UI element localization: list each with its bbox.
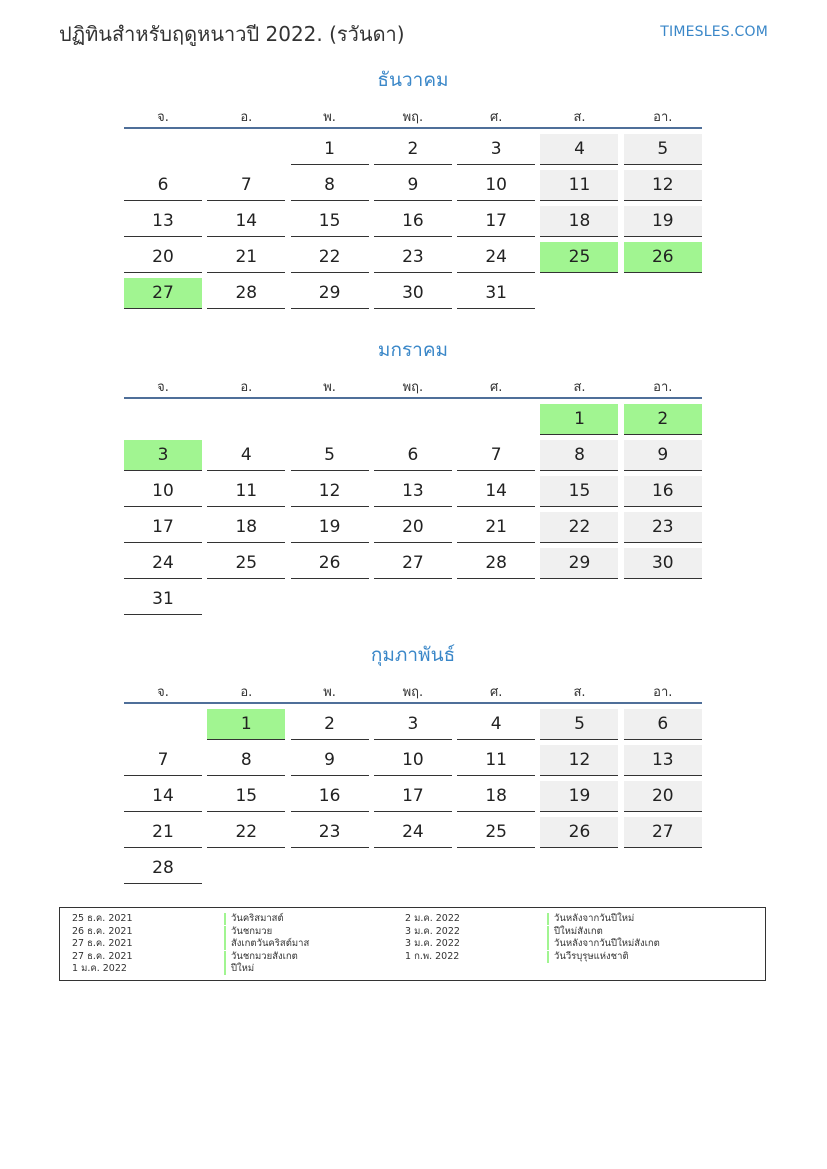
day-cell[interactable]: 26 xyxy=(540,817,618,848)
day-cell-holiday[interactable]: 1 xyxy=(540,404,618,435)
day-cell[interactable]: 7 xyxy=(124,745,202,776)
legend-date: 3 ม.ค. 2022 xyxy=(405,925,460,937)
day-cell[interactable]: 30 xyxy=(374,278,452,309)
day-cell[interactable]: 13 xyxy=(124,206,202,237)
day-cell[interactable]: 5 xyxy=(291,440,369,471)
day-cell[interactable]: 28 xyxy=(457,548,535,579)
day-cell[interactable]: 7 xyxy=(457,440,535,471)
day-cell[interactable]: 21 xyxy=(124,817,202,848)
weekday-label: พฤ. xyxy=(402,110,424,125)
day-cell[interactable]: 14 xyxy=(457,476,535,507)
day-cell[interactable]: 14 xyxy=(124,781,202,812)
empty-cell xyxy=(457,404,535,434)
day-cell[interactable]: 11 xyxy=(540,170,618,201)
weekday-label: พฤ. xyxy=(402,380,424,395)
day-cell-holiday[interactable]: 1 xyxy=(207,709,285,740)
day-cell[interactable]: 6 xyxy=(124,170,202,201)
legend-holiday-name: ปีใหม่สังเกต xyxy=(547,926,603,938)
day-cell[interactable]: 11 xyxy=(207,476,285,507)
day-cell[interactable]: 25 xyxy=(457,817,535,848)
day-cell[interactable]: 12 xyxy=(624,170,702,201)
legend-date: 1 ม.ค. 2022 xyxy=(72,963,127,974)
legend-holiday-name: วันชกมวย xyxy=(224,926,272,938)
day-cell[interactable]: 16 xyxy=(374,206,452,237)
day-cell[interactable]: 30 xyxy=(624,548,702,579)
day-cell[interactable]: 24 xyxy=(124,548,202,579)
day-cell[interactable]: 21 xyxy=(457,512,535,543)
legend-date: 1 ก.พ. 2022 xyxy=(405,950,460,962)
empty-cell xyxy=(124,404,202,434)
day-grid xyxy=(124,404,702,615)
day-cell[interactable]: 22 xyxy=(207,817,285,848)
day-cell[interactable]: 31 xyxy=(124,584,202,615)
day-cell[interactable]: 29 xyxy=(540,548,618,579)
day-cell[interactable]: 8 xyxy=(540,440,618,471)
legend-holiday-name: วันหลังจากวันปีใหม่ xyxy=(547,913,634,925)
day-cell[interactable]: 19 xyxy=(540,781,618,812)
day-cell[interactable]: 16 xyxy=(291,781,369,812)
weekday-label: พ. xyxy=(323,110,336,125)
day-cell[interactable]: 17 xyxy=(457,206,535,237)
weekday-label: ศ. xyxy=(489,380,503,395)
day-cell[interactable]: 8 xyxy=(207,745,285,776)
day-cell[interactable]: 31 xyxy=(457,278,535,309)
day-cell[interactable]: 18 xyxy=(457,781,535,812)
day-grid xyxy=(124,134,702,309)
legend-holiday-name: วันหลังจากวันปีใหม่สังเกต xyxy=(547,938,660,950)
day-cell[interactable]: 19 xyxy=(624,206,702,237)
day-cell[interactable]: 3 xyxy=(374,709,452,740)
weekday-label: อา. xyxy=(653,110,673,125)
day-cell-holiday[interactable]: 3 xyxy=(124,440,202,471)
day-cell[interactable]: 22 xyxy=(540,512,618,543)
day-cell[interactable]: 6 xyxy=(374,440,452,471)
empty-cell xyxy=(124,134,202,164)
day-cell[interactable]: 12 xyxy=(291,476,369,507)
day-cell[interactable]: 7 xyxy=(207,170,285,201)
weekday-label: อ. xyxy=(240,110,253,125)
legend-date: 27 ธ.ค. 2021 xyxy=(72,950,133,962)
month-title: กุมภาพันธ์ xyxy=(370,644,456,666)
weekday-label: ศ. xyxy=(489,110,503,125)
weekday-label: อ. xyxy=(240,380,253,395)
day-cell[interactable]: 21 xyxy=(207,242,285,273)
day-cell-holiday[interactable]: 25 xyxy=(540,242,618,273)
weekday-label: ส. xyxy=(573,380,586,395)
day-cell[interactable]: 4 xyxy=(540,134,618,165)
weekday-label: ส. xyxy=(573,110,586,125)
day-grid xyxy=(124,709,702,884)
day-cell[interactable]: 27 xyxy=(374,548,452,579)
day-cell-holiday[interactable]: 26 xyxy=(624,242,702,273)
day-cell[interactable]: 22 xyxy=(291,242,369,273)
day-cell[interactable]: 13 xyxy=(374,476,452,507)
empty-cell xyxy=(291,404,369,434)
day-cell[interactable]: 29 xyxy=(291,278,369,309)
weekday-label: ศ. xyxy=(489,685,503,700)
day-cell[interactable]: 3 xyxy=(457,134,535,165)
weekday-label: พฤ. xyxy=(402,685,424,700)
weekday-label: อา. xyxy=(653,685,673,700)
weekday-header xyxy=(124,376,702,399)
day-cell[interactable]: 17 xyxy=(374,781,452,812)
weekday-label: จ. xyxy=(157,110,169,125)
day-cell[interactable]: 1 xyxy=(291,134,369,165)
day-cell[interactable]: 24 xyxy=(374,817,452,848)
legend-holiday-name: วันวีรบุรุษแห่งชาติ xyxy=(547,951,629,963)
day-cell[interactable]: 23 xyxy=(624,512,702,543)
empty-cell xyxy=(374,404,452,434)
weekday-label: อา. xyxy=(653,380,673,395)
day-cell-holiday[interactable]: 27 xyxy=(124,278,202,309)
day-cell[interactable]: 8 xyxy=(291,170,369,201)
day-cell[interactable]: 4 xyxy=(207,440,285,471)
legend-holiday-name: ปีใหม่ xyxy=(224,963,254,975)
day-cell[interactable]: 15 xyxy=(291,206,369,237)
day-cell-holiday[interactable]: 2 xyxy=(624,404,702,435)
day-cell[interactable]: 20 xyxy=(624,781,702,812)
day-cell[interactable]: 10 xyxy=(374,745,452,776)
legend-date: 25 ธ.ค. 2021 xyxy=(72,913,133,924)
day-cell[interactable]: 24 xyxy=(457,242,535,273)
day-cell[interactable]: 18 xyxy=(540,206,618,237)
day-cell[interactable]: 15 xyxy=(207,781,285,812)
weekday-label: พ. xyxy=(323,685,336,700)
weekday-label: พ. xyxy=(323,380,336,395)
day-cell[interactable]: 9 xyxy=(374,170,452,201)
weekday-header xyxy=(124,681,702,704)
day-cell[interactable]: 10 xyxy=(457,170,535,201)
day-cell[interactable]: 28 xyxy=(124,853,202,884)
page-title: ปฏิทินสำหรับฤดูหนาวปี 2022. (รวันดา) xyxy=(59,22,405,46)
month-february xyxy=(124,643,702,884)
day-cell[interactable]: 11 xyxy=(457,745,535,776)
empty-cell xyxy=(207,134,285,164)
empty-cell xyxy=(207,404,285,434)
month-january xyxy=(124,338,702,615)
day-cell[interactable]: 9 xyxy=(624,440,702,471)
month-title: ธันวาคม xyxy=(377,69,449,91)
month-title: มกราคม xyxy=(377,339,449,361)
day-cell[interactable]: 12 xyxy=(540,745,618,776)
day-cell[interactable]: 5 xyxy=(624,134,702,165)
legend-date: 27 ธ.ค. 2021 xyxy=(72,938,133,949)
weekday-label: ส. xyxy=(573,685,586,700)
day-cell[interactable]: 17 xyxy=(124,512,202,543)
weekday-label: จ. xyxy=(157,685,169,700)
day-cell[interactable]: 10 xyxy=(124,476,202,507)
day-cell[interactable]: 26 xyxy=(291,548,369,579)
day-cell[interactable]: 20 xyxy=(124,242,202,273)
day-cell[interactable]: 4 xyxy=(457,709,535,740)
day-cell[interactable]: 15 xyxy=(540,476,618,507)
day-cell[interactable]: 23 xyxy=(374,242,452,273)
day-cell[interactable]: 20 xyxy=(374,512,452,543)
day-cell[interactable]: 5 xyxy=(540,709,618,740)
day-cell[interactable]: 18 xyxy=(207,512,285,543)
legend-holiday-name: วันคริสมาสต์ xyxy=(224,913,284,925)
month-december xyxy=(124,68,702,309)
day-cell[interactable]: 25 xyxy=(207,548,285,579)
legend-date: 3 ม.ค. 2022 xyxy=(405,938,460,949)
brand-logo-text[interactable]: TIMESLES.COM xyxy=(660,24,768,40)
day-cell[interactable]: 19 xyxy=(291,512,369,543)
holiday-legend xyxy=(59,907,766,981)
day-cell[interactable]: 23 xyxy=(291,817,369,848)
legend-date: 26 ธ.ค. 2021 xyxy=(72,925,133,937)
day-cell[interactable]: 6 xyxy=(624,709,702,740)
legend-holiday-name: วันชกมวยสังเกต xyxy=(224,951,298,963)
weekday-label: จ. xyxy=(157,380,169,395)
day-cell[interactable]: 28 xyxy=(207,278,285,309)
weekday-header xyxy=(124,106,702,129)
day-cell[interactable]: 13 xyxy=(624,745,702,776)
day-cell[interactable]: 2 xyxy=(291,709,369,740)
day-cell[interactable]: 9 xyxy=(291,745,369,776)
empty-cell xyxy=(124,709,202,739)
weekday-label: อ. xyxy=(240,685,253,700)
legend-date: 2 ม.ค. 2022 xyxy=(405,913,460,924)
day-cell[interactable]: 16 xyxy=(624,476,702,507)
legend-holiday-name: สังเกตวันคริสต์มาส xyxy=(224,938,309,950)
day-cell[interactable]: 2 xyxy=(374,134,452,165)
day-cell[interactable]: 14 xyxy=(207,206,285,237)
day-cell[interactable]: 27 xyxy=(624,817,702,848)
